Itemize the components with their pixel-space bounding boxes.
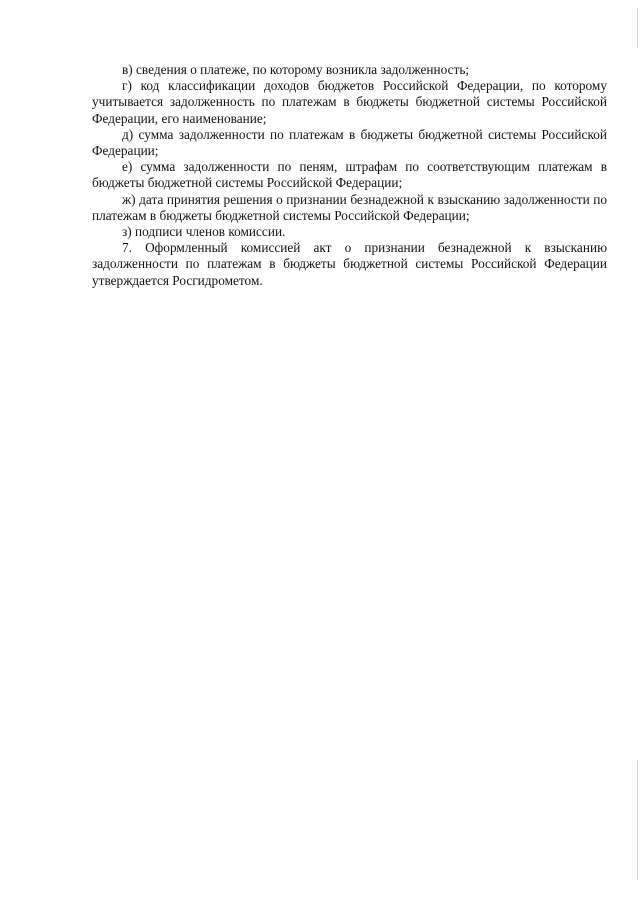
list-item-v: в) сведения о платеже, по которому возникла задолженность; xyxy=(122,62,470,77)
list-item-e: е) сумма задолженности по пеням, штрафам по соответствующим платежам в бюджеты бюджетной системы Российской Федерации; xyxy=(92,159,607,191)
list-item-z: з) подписи членов комиссии. xyxy=(122,224,286,240)
list-item-zh: ж) дата принятия решения о признании безнадежной к взысканию задолженности по платежам в бюджеты бюджетной системы Российской Федерации; xyxy=(92,191,607,223)
clause-7: 7. Оформленный комиссией акт о признании безнадежной к взысканию задолженности по платежам в бюджеты бюджетной системы Российской Федерации утверждается Росгидрометом. xyxy=(92,240,607,288)
list-item-d: д) сумма задолженности по платежам в бюджеты бюджетной системы Российской Федерации; xyxy=(92,126,607,159)
scan-edge-mark xyxy=(637,760,638,880)
document-body xyxy=(92,62,607,289)
list-item-g: г) код классификации доходов бюджетов Российской Федерации, по которому учитывается задолженность по платежам в бюджеты бюджетной системы Российской Федерации, его наименование; xyxy=(92,78,607,126)
scan-edge-mark xyxy=(637,8,638,48)
